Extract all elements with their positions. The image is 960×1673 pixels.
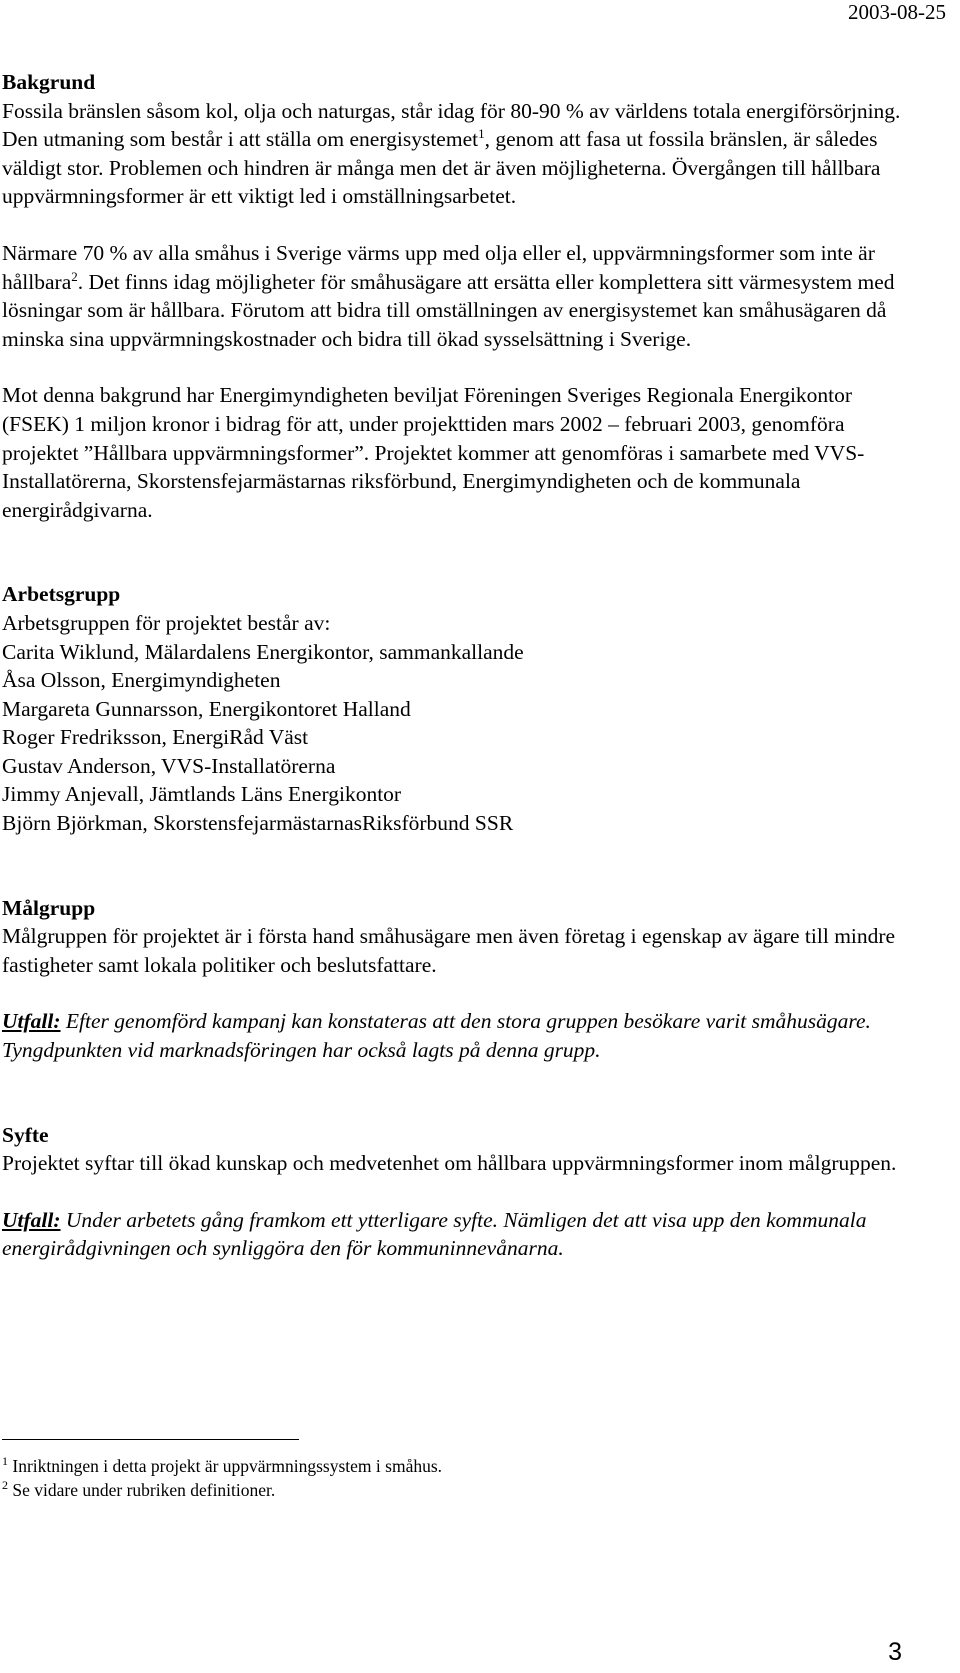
document-body bbox=[2, 68, 922, 1263]
footnote-number: 1 bbox=[2, 1454, 8, 1469]
arbetsgrupp-intro: Arbetsgruppen för projektet består av: bbox=[2, 610, 331, 635]
member-item: Björn Björkman, SkorstensfejarmästarnasRiksförbund SSR bbox=[2, 811, 514, 836]
malgrupp-text: Målgruppen för projektet är i första hand småhusägare men även företag i egenskap av ägare till mindre fastigheter samt lokala politiker och beslutsfattare. bbox=[2, 924, 896, 977]
footnote-divider bbox=[2, 1439, 299, 1440]
page-number: 3 bbox=[888, 1638, 902, 1666]
heading-arbetsgrupp: Arbetsgrupp bbox=[2, 582, 121, 607]
member-item: Roger Fredriksson, EnergiRåd Väst bbox=[2, 725, 309, 750]
syfte-utfall bbox=[2, 1206, 922, 1263]
malgrupp-utfall bbox=[2, 1007, 922, 1064]
paragraph-bakgrund-1 bbox=[2, 97, 922, 211]
footnote-ref-2: 2 bbox=[71, 268, 78, 284]
paragraph-bakgrund-2 bbox=[2, 239, 922, 353]
p1-text-b: , genom att fasa ut fossila bränslen, är således väldigt stor. Problemen och hindren är många men det är även möjligheterna. Övergången till hållbara uppvärmningsformer är ett viktigt led i omställningsarbetet. bbox=[2, 127, 881, 209]
footnote-text: Inriktningen i detta projekt är uppvärmningssystem i småhus. bbox=[8, 1456, 443, 1476]
utfall-label: Utfall: bbox=[2, 1009, 61, 1034]
footnotes bbox=[2, 1454, 442, 1502]
heading-syfte: Syfte bbox=[2, 1122, 49, 1147]
p1-text-a: Fossila bränslen såsom kol, olja och naturgas, står idag för 80-90 % av världens totala energiförsörjning. Den utmaning som består i att ställa om energisystemet bbox=[2, 98, 901, 152]
heading-malgrupp: Målgrupp bbox=[2, 895, 96, 920]
syfte-text: Projektet syftar till ökad kunskap och medvetenhet om hållbara uppvärmningsformer inom målgruppen. bbox=[2, 1151, 897, 1176]
member-item: Carita Wiklund, Mälardalens Energikontor, sammankallande bbox=[2, 639, 524, 664]
footnote-item bbox=[2, 1478, 442, 1502]
member-item: Margareta Gunnarsson, Energikontoret Halland bbox=[2, 696, 411, 721]
heading-bakgrund: Bakgrund bbox=[2, 70, 96, 94]
member-item: Jimmy Anjevall, Jämtlands Läns Energikontor bbox=[2, 782, 402, 807]
member-item: Åsa Olsson, Energimyndigheten bbox=[2, 668, 281, 693]
utfall-text: Under arbetets gång framkom ett ytterligare syfte. Nämligen det att visa upp den kommunala energirådgivningen och synliggöra den för kommuninnevånarna. bbox=[2, 1207, 867, 1261]
member-item: Gustav Anderson, VVS-Installatörerna bbox=[2, 753, 336, 778]
header-date: 2003-08-25 bbox=[848, 0, 946, 24]
footnote-text: Se vidare under rubriken definitioner. bbox=[8, 1480, 276, 1500]
footnote-number: 2 bbox=[2, 1478, 8, 1493]
paragraph-bakgrund-3: Mot denna bakgrund har Energimyndigheten beviljat Föreningen Sveriges Regionala Energikontor (FSEK) 1 miljon kronor i bidrag för att, under projekttiden mars 2002 – februari 2003, genomföra projektet ”Hållbara uppvärmningsformer”. Projektet kommer att genomföras i samarbete med VVS-Installatörerna, Skorstensfejarmästarnas riksförbund, Energimyndigheten och de kommunala energirådgivarna. bbox=[2, 383, 865, 522]
footnote-ref-1: 1 bbox=[478, 126, 485, 142]
utfall-label: Utfall: bbox=[2, 1207, 61, 1232]
p2-text-b: . Det finns idag möjligheter för småhusägare att ersätta eller komplettera sitt värmesystem med lösningar som är hållbara. Förutom att bidra till omställningen av energisystemet kan småhusägaren då minska sina uppvärmningskostnader och bidra till ökad sysselsättning i Sverige. bbox=[2, 269, 895, 351]
footnote-item bbox=[2, 1454, 442, 1478]
p2-text-a: Närmare 70 % av alla småhus i Sverige värms upp med olja eller el, uppvärmningsformer som inte är hållbara bbox=[2, 240, 875, 294]
utfall-text: Efter genomförd kampanj kan konstateras att den stora gruppen besökare varit småhusägare. Tyngdpunkten vid marknadsföringen har också lagts på denna grupp. bbox=[2, 1009, 871, 1063]
